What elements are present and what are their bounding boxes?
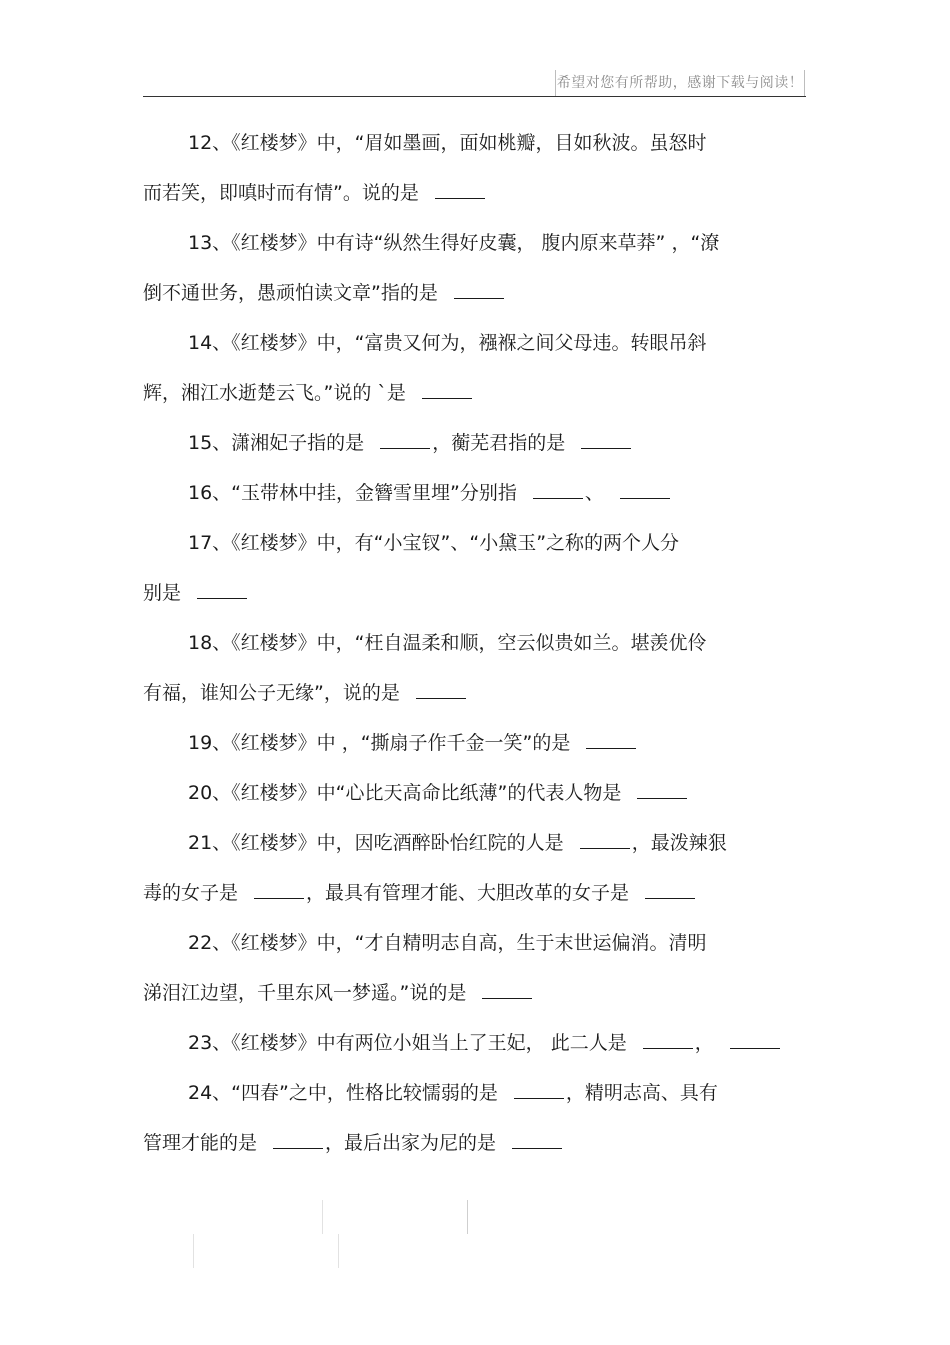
question-line-q16 xyxy=(143,468,808,518)
question-text: 13、《红楼梦》中有诗“纵然生得好皮囊， 腹内原来草莽” ，“潦 xyxy=(188,232,720,254)
answer-blank[interactable] xyxy=(643,1047,693,1049)
answer-blank[interactable] xyxy=(380,447,430,449)
question-text: 18、《红楼梦》中，“枉自温柔和顺，空云似贵如兰。堪羡优伶 xyxy=(188,632,707,654)
question-line-q15 xyxy=(143,418,808,468)
question-text: 15、潇湘妃子指的是 xyxy=(188,432,365,454)
answer-blank[interactable] xyxy=(197,597,247,599)
scan-artifact-line xyxy=(338,1234,339,1268)
question-text: 毒的女子是 xyxy=(143,882,239,904)
question-line-q12a xyxy=(143,118,808,168)
answer-blank[interactable] xyxy=(422,397,472,399)
question-text: 涕泪江边望，千里东风一梦遥。”说的是 xyxy=(143,982,467,1004)
answer-blank[interactable] xyxy=(580,847,630,849)
answer-blank[interactable] xyxy=(512,1147,562,1149)
answer-blank[interactable] xyxy=(435,197,485,199)
question-text: 20、《红楼梦》中“心比天高命比纸薄”的代表人物是 xyxy=(188,782,622,804)
answer-blank[interactable] xyxy=(254,897,304,899)
question-text: ，精明志高、具有 xyxy=(565,1082,718,1104)
question-line-q19 xyxy=(143,718,808,768)
question-text: ，最具有管理才能、大胆改革的女子是 xyxy=(306,882,630,904)
question-line-q12b xyxy=(143,168,808,218)
answer-blank[interactable] xyxy=(645,897,695,899)
scan-artifact-line xyxy=(193,1234,194,1268)
question-line-q17a xyxy=(143,518,808,568)
header-rule xyxy=(143,96,806,97)
question-text: 别是 xyxy=(143,582,182,604)
question-text: ，蘅芜君指的是 xyxy=(432,432,566,454)
question-text: 倒不通世务，愚顽怕读文章”指的是 xyxy=(143,282,438,304)
document-body xyxy=(143,118,808,1168)
question-text: 22、《红楼梦》中，“才自精明志自高，生于末世运偏消。清明 xyxy=(188,932,707,954)
question-text: 14、《红楼梦》中，“富贵又何为，襁褓之间父母违。转眼吊斜 xyxy=(188,332,707,354)
question-text: 17、《红楼梦》中，有“小宝钗”、“小黛玉”之称的两个人分 xyxy=(188,532,680,554)
question-line-q20 xyxy=(143,768,808,818)
scan-artifact-line xyxy=(467,1200,468,1234)
answer-blank[interactable] xyxy=(637,797,687,799)
answer-blank[interactable] xyxy=(416,697,466,699)
question-line-q22b xyxy=(143,968,808,1018)
question-text: 24、“四春”之中，性格比较懦弱的是 xyxy=(188,1082,498,1104)
question-line-q13b xyxy=(143,268,808,318)
question-text: 管理才能的是 xyxy=(143,1132,258,1154)
question-line-q24b xyxy=(143,1118,808,1168)
answer-blank[interactable] xyxy=(586,747,636,749)
answer-blank[interactable] xyxy=(620,497,670,499)
question-text: 23、《红楼梦》中有两位小姐当上了王妃， 此二人是 xyxy=(188,1032,627,1054)
question-text: 12、《红楼梦》中，“眉如墨画，面如桃瓣，目如秋波。虽怒时 xyxy=(188,132,707,154)
question-text: 有福，谁知公子无缘”，说的是 xyxy=(143,682,400,704)
question-text: 21、《红楼梦》中，因吃酒醉卧怡红院的人是 xyxy=(188,832,564,854)
scan-artifact-line xyxy=(322,1200,323,1234)
question-text: 而若笑，即嗔时而有情”。说的是 xyxy=(143,182,419,204)
question-line-q18b xyxy=(143,668,808,718)
question-line-q14b xyxy=(143,368,808,418)
question-line-q13a xyxy=(143,218,808,268)
answer-blank[interactable] xyxy=(581,447,631,449)
question-text: 19、《红楼梦》中 ，“撕扇子作千金一笑”的是 xyxy=(188,732,571,754)
question-line-q23 xyxy=(143,1018,808,1068)
question-text: ， xyxy=(694,1032,714,1054)
question-line-q14a xyxy=(143,318,808,368)
question-line-q22a xyxy=(143,918,808,968)
question-text: 、 xyxy=(584,482,604,504)
question-text: ，最泼辣狠 xyxy=(631,832,727,854)
answer-blank[interactable] xyxy=(482,997,532,999)
answer-blank[interactable] xyxy=(273,1147,323,1149)
answer-blank[interactable] xyxy=(454,297,504,299)
question-text: 16、“玉带林中挂，金簪雪里埋”分别指 xyxy=(188,482,517,504)
header-stamp: 希望对您有所帮助，感谢下载与阅读！ xyxy=(555,70,805,96)
question-line-q18a xyxy=(143,618,808,668)
question-text: 辉，湘江水逝楚云飞。”说的 `是 xyxy=(143,382,406,404)
answer-blank[interactable] xyxy=(730,1047,780,1049)
answer-blank[interactable] xyxy=(514,1097,564,1099)
answer-blank[interactable] xyxy=(533,497,583,499)
question-line-q21b xyxy=(143,868,808,918)
question-line-q24a xyxy=(143,1068,808,1118)
question-text: ，最后出家为尼的是 xyxy=(325,1132,497,1154)
question-line-q17b xyxy=(143,568,808,618)
question-line-q21a xyxy=(143,818,808,868)
